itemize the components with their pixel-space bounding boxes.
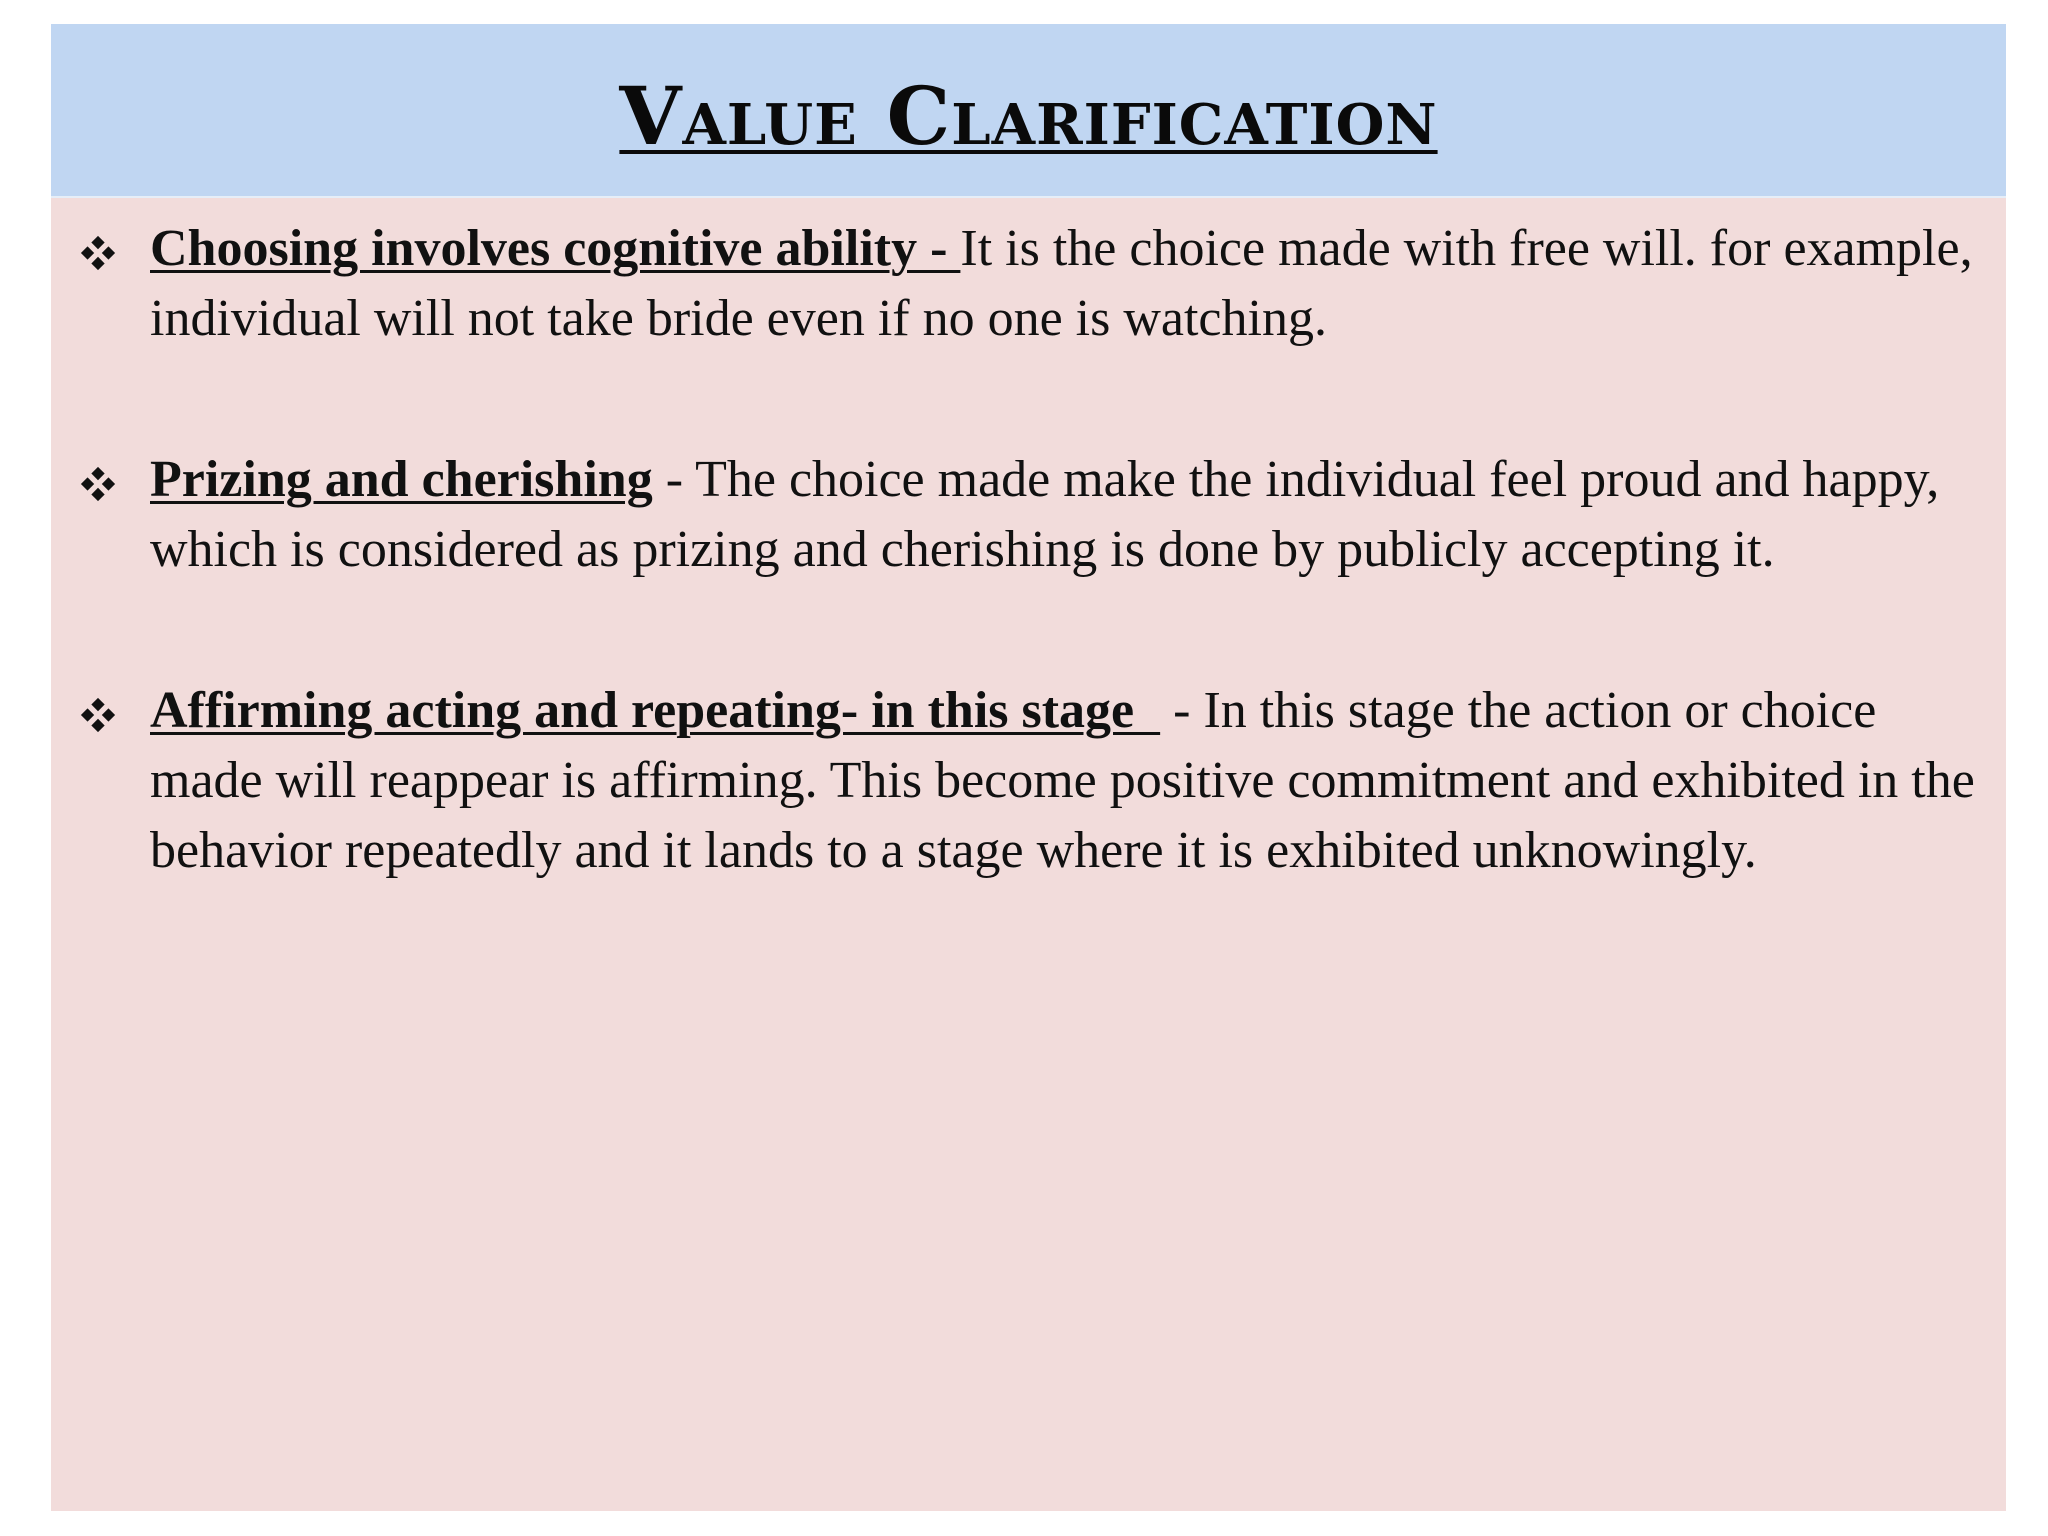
slide-title: Value Clarification (619, 69, 1438, 163)
bullet-item-choosing (51, 214, 2006, 354)
bullet-text: - The choice made make the individual feel proud and happy, which is considered as prizing and cherishing is done by publicly accepting it. (150, 451, 1940, 578)
four-diamond-bullet-icon (79, 465, 117, 503)
bullet-item-prizing (51, 445, 2006, 585)
bullet-text: - In this stage the action or choice made will reappear is affirming. This become positive commitment and exhibited in the behavior repeatedly and it lands to a stage where it is exhibited unknowingly. (150, 682, 1975, 879)
bullet-item-affirming (51, 676, 2006, 886)
four-diamond-bullet-icon (79, 696, 117, 734)
title-bar (51, 24, 2006, 198)
bullet-text: It is the choice made with free will. for example, individual will not take bride even if no one is watching. (150, 220, 1973, 347)
four-diamond-bullet-icon (79, 234, 117, 272)
bullet-term: Prizing and cherishing (150, 451, 653, 508)
bullet-term: Choosing involves cognitive ability - (150, 220, 961, 277)
bullet-list (51, 214, 2006, 886)
bullet-term: Affirming acting and repeating- in this stage (150, 682, 1161, 739)
slide (51, 24, 2006, 1511)
